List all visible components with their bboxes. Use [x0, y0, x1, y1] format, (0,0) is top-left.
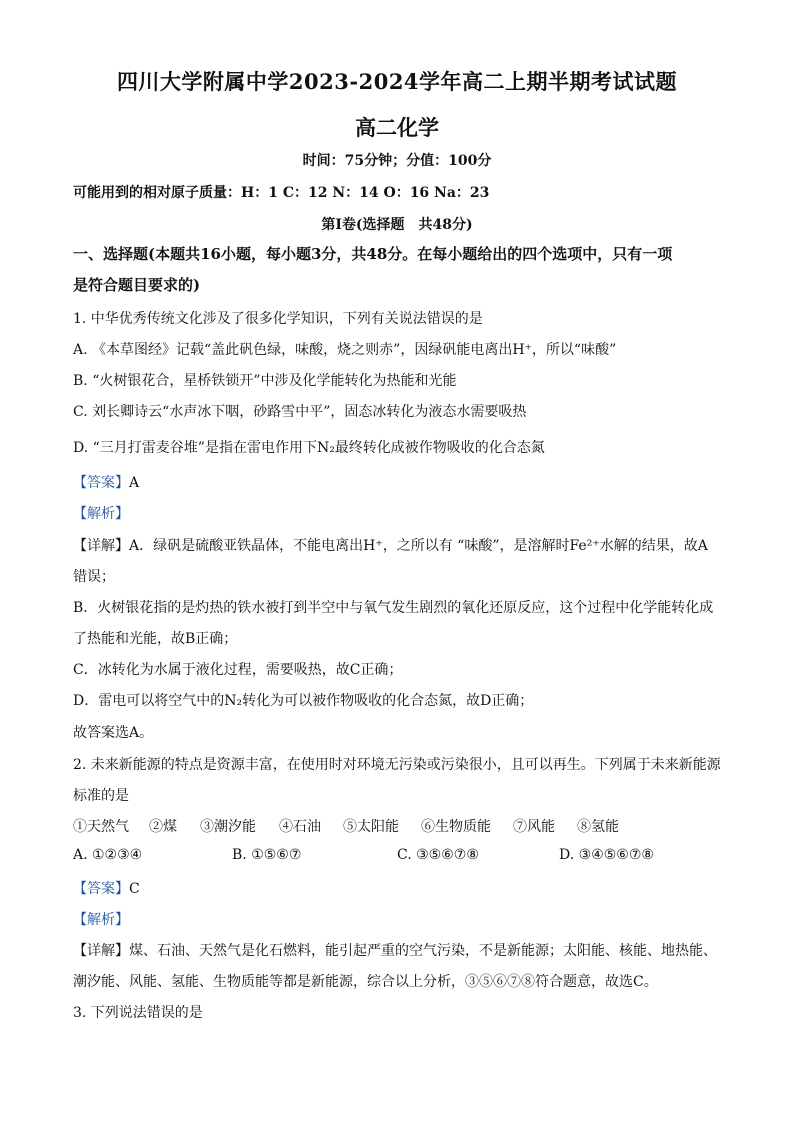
answer-value: A [129, 475, 140, 491]
q2-detail-line1 [73, 940, 723, 960]
answer-value: C [129, 881, 140, 897]
q2-analysis [73, 909, 723, 929]
subject-title: 高二化学 [355, 115, 439, 140]
q2-option-d: D. ③④⑤⑥⑦⑧ [559, 847, 654, 863]
q2-item: ⑥生物质能 [421, 819, 491, 835]
q1-detail-line5: C．冰转化为水属于液化过程，需要吸热，故C正确； [73, 662, 403, 678]
q2-item: ⑧氢能 [577, 819, 619, 835]
q1-option-d: D. “三月打雷麦谷堆”是指在雷电作用下N₂最终转化成被作物吸收的化合态氮 [73, 440, 545, 456]
q1-option-b: B. “火树银花合，星桥铁锁开”中涉及化学能转化为热能和光能 [73, 373, 457, 389]
q1-detail-line1 [73, 535, 723, 555]
q2-item: ④石油 [279, 819, 321, 835]
detail-label: 【详解】 [73, 538, 129, 554]
q2-item: ⑦风能 [513, 819, 555, 835]
q2-detail-line2: 潮汐能、风能、氢能、生物质能等都是新能源，综合以上分析，③⑤⑥⑦⑧符合题意，故选C。 [73, 974, 658, 990]
detail-text: 煤、石油、天然气是化石燃料，能引起严重的空气污染，不是新能源；太阳能、核能、地热能、 [129, 943, 717, 959]
q1-analysis [73, 503, 723, 523]
analysis-label: 【解析】 [73, 912, 129, 928]
detail-label: 【详解】 [73, 943, 129, 959]
q1-detail-line4: 了热能和光能，故B正确； [73, 631, 238, 647]
q1-detail-line7: 故答案选A。 [73, 725, 154, 741]
atomic-mass: 可能用到的相对原子质量：H：1 C：12 N：14 O：16 Na：23 [73, 185, 490, 201]
q1-option-a: A. 《本草图经》记载“盖此矾色绿，味酸，烧之则赤”，因绿矾能电离出H⁺，所以“味酸” [73, 342, 617, 358]
section-heading-line2: 是符合题目要求的) [73, 276, 201, 294]
q2-option-b: B. ①⑤⑥⑦ [232, 847, 302, 863]
q1-option-c: C. 刘长卿诗云“水声冰下咽，砂路雪中平”，固态冰转化为液态水需要吸热 [73, 404, 527, 420]
q1-detail-line3: B．火树银花指的是灼热的铁水被打到半空中与氧气发生剧烈的氧化还原反应，这个过程中化学能转化成 [73, 600, 714, 616]
q1-stem: 1. 中华优秀传统文化涉及了很多化学知识，下列有关说法错误的是 [73, 311, 483, 327]
q1-detail-line2: 错误； [73, 569, 115, 585]
q2-option-a: A. ①②③④ [73, 847, 143, 863]
exam-title: 四川大学附属中学2023-2024学年高二上期半期考试试题 [116, 69, 678, 94]
section-heading-line1: 一、选择题(本题共16小题，每小题3分，共48分。在每小题给出的四个选项中，只有一项 [73, 245, 673, 263]
q2-stem-line2: 标准的是 [73, 788, 129, 804]
part-title: 第Ⅰ卷(选择题 共48分) [321, 217, 473, 233]
q2-item: ③潮汐能 [200, 819, 256, 835]
q2-stem-line1: 2. 未来新能源的特点是资源丰富，在使用时对环境无污染或污染很小，且可以再生。下列属于未来新能源 [73, 757, 721, 773]
q2-item: ⑤太阳能 [343, 819, 399, 835]
answer-label: 【答案】 [73, 475, 129, 491]
q3-stem: 3. 下列说法错误的是 [73, 1005, 203, 1021]
analysis-label: 【解析】 [73, 506, 129, 522]
time-score: 时间：75分钟；分值：100分 [302, 153, 492, 169]
q2-item: ②煤 [149, 819, 177, 835]
detail-text: A．绿矾是硫酸亚铁晶体，不能电离出H⁺，之所以有 “味酸”，是溶解时Fe²⁺水解的结果，故A [129, 538, 708, 554]
q2-answer [73, 878, 723, 898]
q1-answer [73, 472, 723, 492]
answer-label: 【答案】 [73, 881, 129, 897]
q1-detail-line6: D．雷电可以将空气中的N₂转化为可以被作物吸收的化合态氮，故D正确； [73, 693, 534, 709]
q2-option-c: C. ③⑤⑥⑦⑧ [397, 847, 479, 863]
q2-item: ①天然气 [73, 819, 129, 835]
